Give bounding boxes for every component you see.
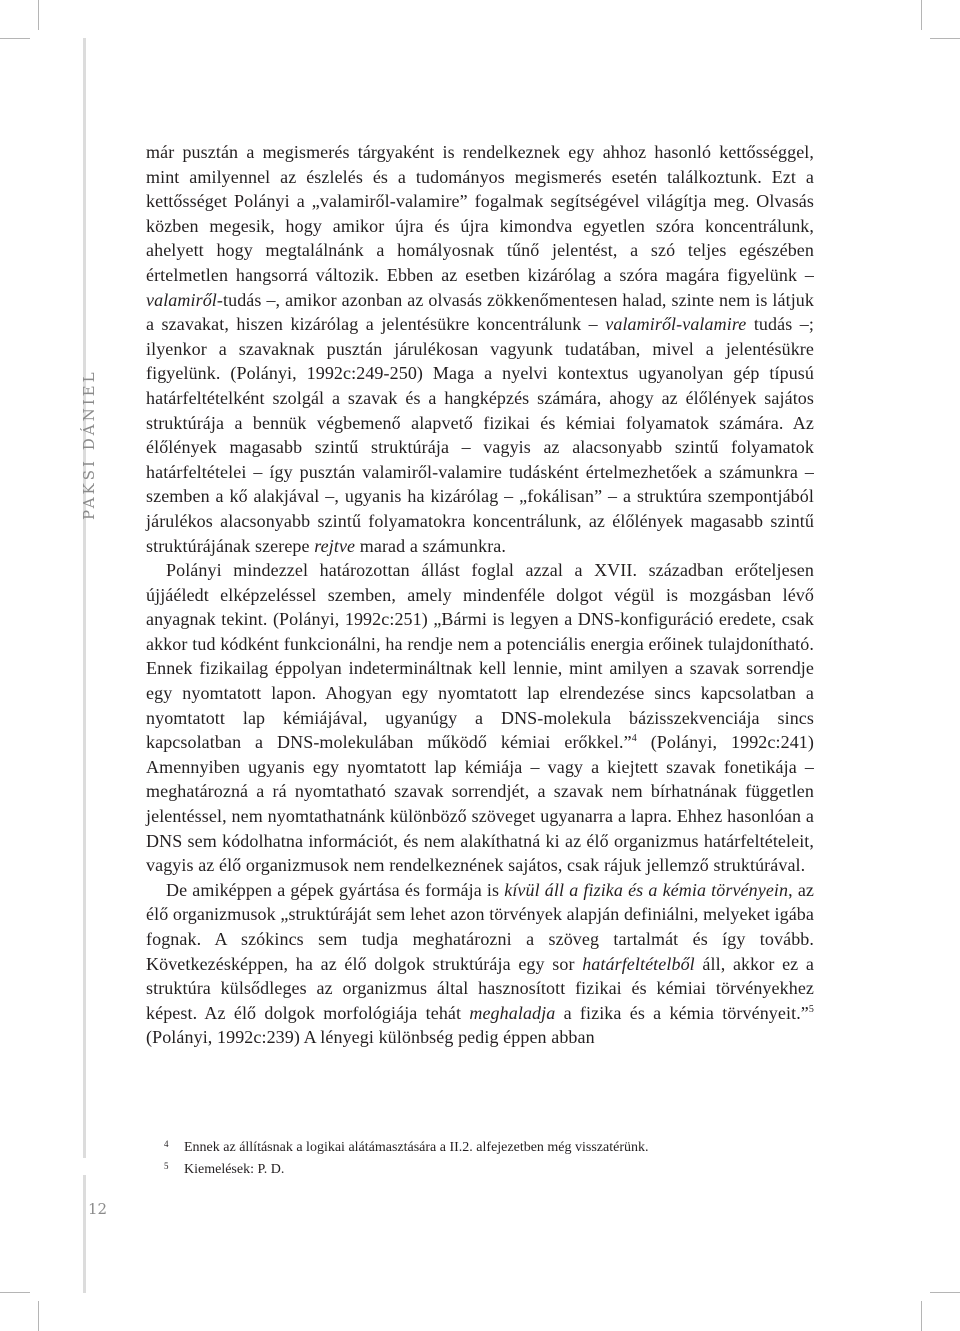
sidebar-rule-bottom <box>83 1175 86 1293</box>
footnotes <box>164 1137 814 1181</box>
text-run: (Polányi, 1992c:239) A lényegi különbség pedig éppen abban <box>146 1027 595 1048</box>
emphasis: rejtve <box>314 535 356 556</box>
body-text <box>146 140 814 1050</box>
footnote-number: 4 <box>164 1139 169 1149</box>
crop-mark <box>930 38 960 39</box>
paragraph <box>146 558 814 878</box>
emphasis: valamiről-valamire <box>605 314 747 335</box>
emphasis: valamiről <box>146 289 217 310</box>
footnote <box>164 1159 814 1181</box>
paragraph <box>146 140 814 558</box>
emphasis: meghaladja <box>469 1002 556 1023</box>
text-run: tudás –; ilyenkor a szavaknak pusztán járulékosan vagyunk tudatában, mivel a jelentésükre figyelünk. (Polányi, 1992c:249-250) Maga a nyelvi kontextus ugyanolyan gép típusú határfeltételként szolgál a szavak és a hangképzés számára, ahogy az élőlények sajátos struktúrája a bennük végbemenő alapvető fizikai és kémiai folyamatok számára. Az élőlények magasabb szintű struktúrája – vagyis az alacsonyabb szintű folyamatok határfeltételei – így pusztán valamiről-valamire tudásként értelmezhetőek a számunkra – szemben a kő alakjával –, ugyanis ha kizárólag – „fokálisan” – a struktúra szempontjából járulékos alacsonyabb szintű folyamatokra koncentrálunk, az élőlények magasabb szintű struktúrájának szerepe <box>146 314 814 556</box>
crop-mark <box>921 1301 922 1331</box>
crop-mark <box>930 1292 960 1293</box>
text-run: (Polányi, 1992c:241) Amennyiben ugyanis egy nyomtatott lap kémiája – vagy a kiejtett szavak fonetikája – meghatározná a rá nyomtatható szavak sorrendjét, a szavak nem bírhatnának független jelentéssel, nem nyomtathatnánk különböző szöveget ugyanarra a lapra. Ehhez hasonlóan a DNS sem kódolhatna információt, és nem alakíthatná ki az élő organizmus határfeltételeit, vagyis az élő organizmusok nem rendelkeznének sajátos, csak rájuk jellemző struktúrával. <box>146 732 814 876</box>
crop-mark <box>0 1292 30 1293</box>
footnote <box>164 1137 814 1159</box>
text-run: a fizika és a kémia törvényeit.” <box>555 1002 809 1023</box>
emphasis: kívül áll a fizika és a kémia törvényein <box>504 879 789 900</box>
text-run: áll, akkor ez a struktúra külsődleges az organizmus által hasznosított fizikai és kémiai törvényekhez képest. Az élő dolgok morfológiája tehát <box>146 953 814 1023</box>
sidebar-rule <box>83 38 86 1158</box>
emphasis: határfeltételből <box>582 953 695 974</box>
crop-mark <box>921 0 922 30</box>
page-number: 12 <box>88 1200 108 1218</box>
footnote-number: 5 <box>164 1161 169 1171</box>
text-run: -tudás –, amikor azonban az olvasás zökkenőmentesen halad, szinte nem is látjuk a szavakat, hiszen kizárólag a jelentésükre koncentrálunk – <box>146 289 814 335</box>
text-run: már pusztán a megismerés tárgyaként is rendelkeznek egy ahhoz hasonló kettősséggel, mint amilyennel az észlelés és a tudományos megismerés esetén találkoztunk. Ezt a kettősséget Polányi a „valamiről-valamire” fogalmak segítségével világítja meg. Olvasás közben megesik, hogy amikor újra és újra kimondva egyetlen szóra koncentrálunk, ahelyett hogy megtalálnánk a homályosnak tűnő jelentést, a szó teljes egészében értelmetlen hangsorrá változik. Ebben az esetben kizárólag a szóra magára figyelünk – <box>146 142 814 285</box>
paragraph <box>146 878 814 1050</box>
crop-mark <box>38 1301 39 1331</box>
footnote-ref: 5 <box>808 1003 814 1015</box>
footnote-text: Ennek az állításnak a logikai alátámasztására a II.2. alfejezetben még visszatérünk. <box>184 1140 649 1155</box>
crop-mark <box>0 38 30 39</box>
text-run: marad a számunkra. <box>355 535 506 556</box>
running-head-author: PAKSI DÁNIEL <box>80 369 98 520</box>
crop-mark <box>38 0 39 30</box>
footnote-ref: 4 <box>631 733 637 745</box>
text-run: De amiképpen a gépek gyártása és formája is <box>166 879 505 900</box>
footnote-text: Kiemelések: P. D. <box>184 1162 285 1177</box>
text-run: Polányi mindezzel határozottan állást foglal azzal a XVII. században erőteljesen újjáéledt elképzeléssel szemben, amely mindenféle dolgot végül is mozgásban lévő anyagnak tekint. (Polányi, 1992c:251) „Bármi is legyen a DNS-konfiguráció eredete, csak akkor tud kódként funkcionálni, ha rendje nem a potenciális energia erőinek tulajdonítható. Ennek fizikailag éppolyan indetermináltnak kell lennie, mint amilyen a szavak sorrendje egy nyomtatott lapon. Ahogyan egy nyomtatott lap elrendezése sincs kapcsolatban a nyomtatott lap kémiájával, ugyanúgy a DNS-molekula bázisszekvenciája sincs kapcsolatban a DNS-molekulában működő kémiai erőkkel.” <box>146 560 814 753</box>
text-run: , az élő organizmusok „struktúráját sem lehet azon törvények alapján definiálni, melyeket igába fognak. A szókincs sem tudja meghatározni a szöveg tartalmát és így tovább. Következésképpen, ha az élő dolgok struktúrája egy sor <box>146 879 814 974</box>
